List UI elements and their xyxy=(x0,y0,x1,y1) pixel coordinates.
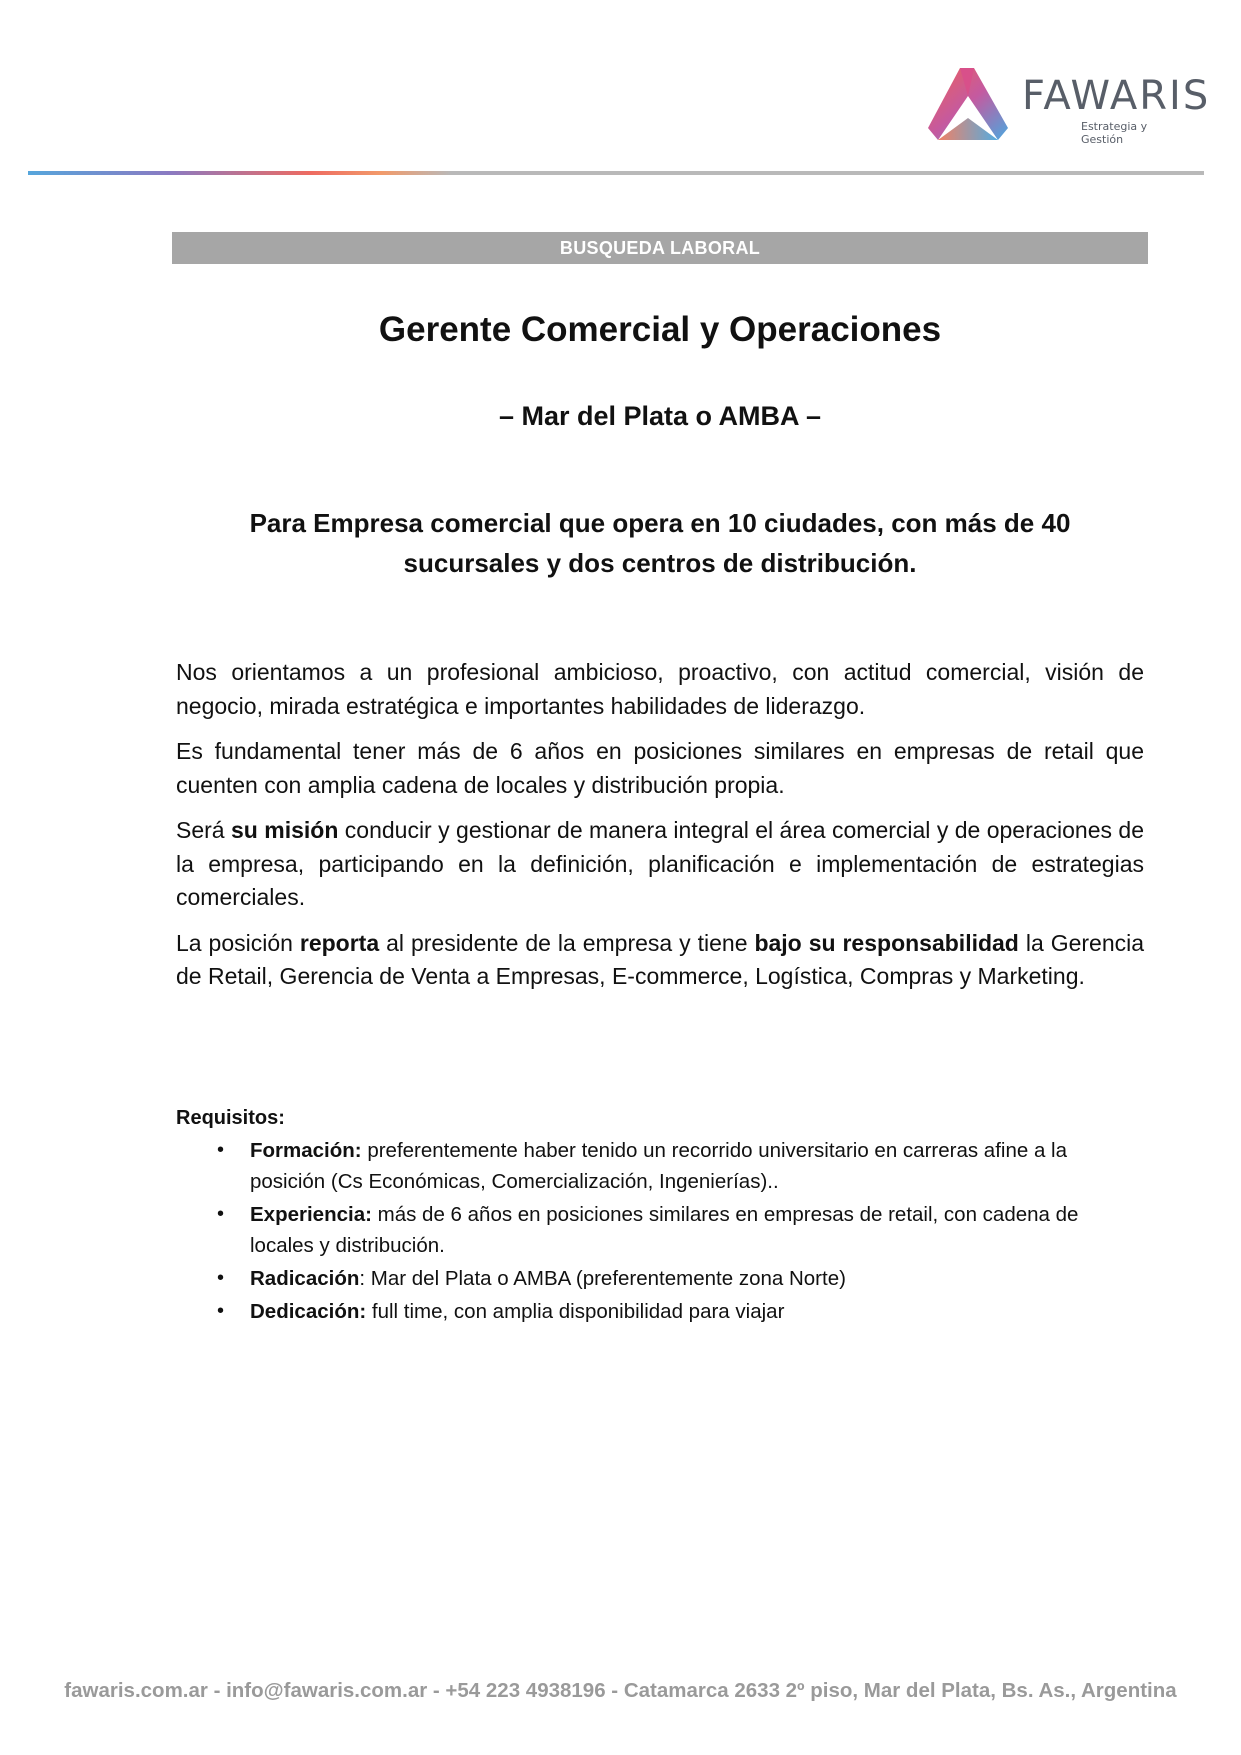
company-intro: Para Empresa comercial que opera en 10 ciudades, con más de 40 sucursales y dos centros de distribución. xyxy=(249,508,1071,578)
description-paragraph-4 xyxy=(176,927,1144,994)
job-description xyxy=(176,656,1144,1006)
bullet-icon: • xyxy=(217,1139,225,1161)
text-run: la Gerencia de Retail, Gerencia de Venta a Empresas, E-commerce, Logística, Compras y Marketing. xyxy=(176,929,1145,989)
bullet-icon: • xyxy=(217,1300,225,1322)
bullet-icon: • xyxy=(217,1267,225,1289)
contact-footer: fawaris.com.ar - info@fawaris.com.ar - +54 223 4938196 - Catamarca 2633 2º piso, Mar del Plata, Bs. As., Argentina xyxy=(64,1679,1177,1702)
requirement-item xyxy=(176,1135,1144,1197)
text-run: al presidente de la empresa y tiene xyxy=(379,929,755,956)
emphasis-reports: reporta xyxy=(299,929,380,956)
job-location: – Mar del Plata o AMBA – xyxy=(498,401,822,431)
brand-tagline: Estrategia y Gestión xyxy=(1081,120,1148,146)
brand-name: FAWARIS xyxy=(1022,73,1211,119)
requirement-label: Radicación xyxy=(250,1267,360,1290)
header-divider xyxy=(28,171,1204,175)
requirement-item xyxy=(176,1296,1144,1327)
requirement-text: preferentemente haber tenido un recorrido universitario en carreras afine a la posición (Cs Económicas, Comercialización, Ingenierías).. xyxy=(250,1139,1067,1193)
requirement-label: Dedicación: xyxy=(250,1300,367,1323)
fawaris-logo-mark xyxy=(926,66,1010,142)
requirement-label: Experiencia: xyxy=(250,1203,372,1226)
requirement-label: Formación: xyxy=(250,1139,362,1162)
requirement-text: full time, con amplia disponibilidad para viajar xyxy=(366,1300,785,1323)
requirements-title: Requisitos: xyxy=(176,1107,285,1129)
text-run: La posición xyxy=(176,929,300,956)
description-paragraph-3 xyxy=(176,814,1144,915)
requirement-text: : Mar del Plata o AMBA (preferentemente zona Norte) xyxy=(359,1267,846,1290)
bullet-icon: • xyxy=(217,1203,225,1225)
brand-logo xyxy=(926,62,1211,146)
requirement-text: más de 6 años en posiciones similares en empresas de retail, con cadena de locales y distribución. xyxy=(250,1203,1079,1257)
section-banner: BUSQUEDA LABORAL xyxy=(172,232,1148,264)
description-paragraph-2: Es fundamental tener más de 6 años en posiciones similares en empresas de retail que cuenten con amplia cadena de locales y distribución propia. xyxy=(176,738,1144,798)
requirement-item xyxy=(176,1199,1144,1261)
page-title: Gerente Comercial y Operaciones xyxy=(378,310,942,349)
emphasis-mission: su misión xyxy=(231,817,339,843)
requirements-list xyxy=(176,1135,1144,1327)
requirement-item xyxy=(176,1263,1144,1294)
text-run: Será xyxy=(176,817,231,843)
emphasis-responsibility: bajo su responsabilidad xyxy=(754,929,1019,956)
description-paragraph-1: Nos orientamos a un profesional ambicioso, proactivo, con actitud comercial, visión de negocio, mirada estratégica e importantes habilidades de liderazgo. xyxy=(176,659,1144,719)
requirements-section xyxy=(176,1103,1144,1329)
text-run: conducir y gestionar de manera integral el área comercial y de operaciones de la empresa, participando en la definición, planificación e implementación de estrategias comerciales. xyxy=(176,817,1145,910)
